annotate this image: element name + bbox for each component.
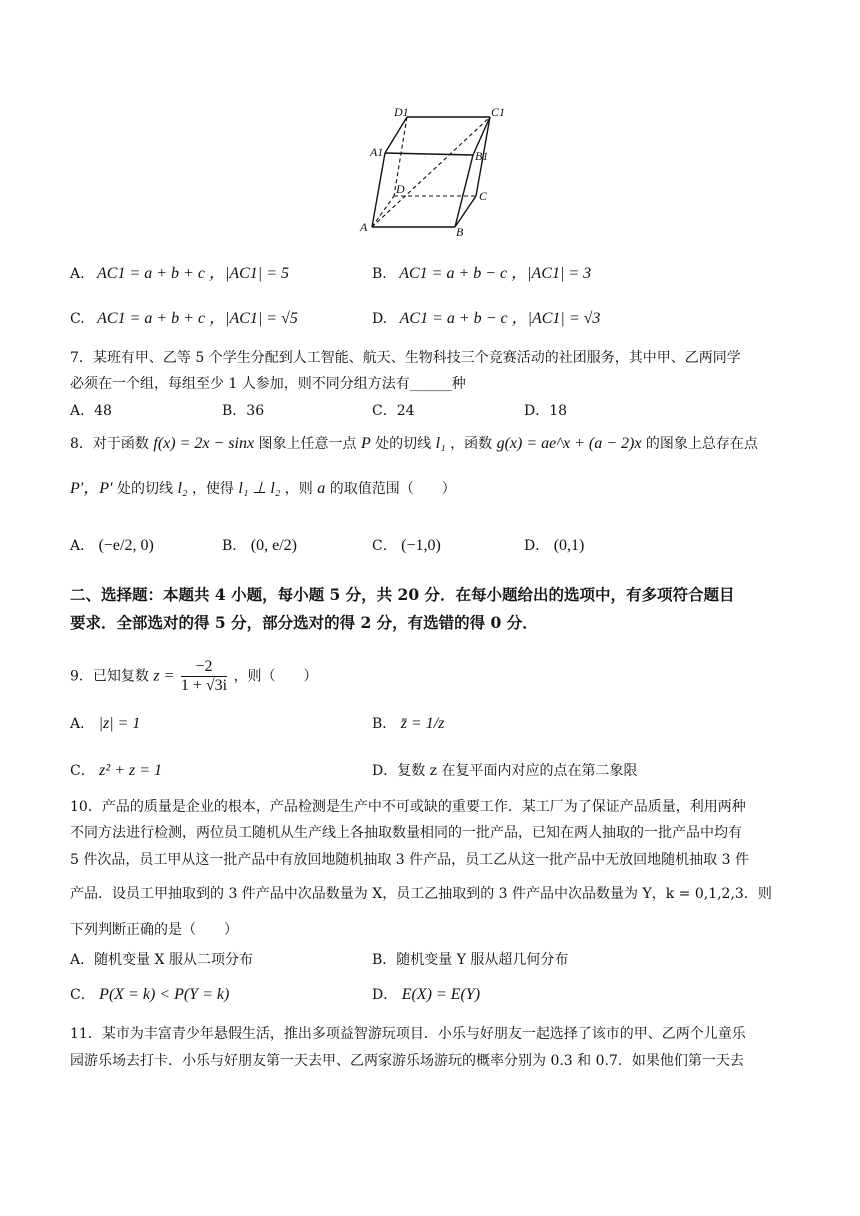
q8-text: ，则	[284, 481, 313, 497]
q10-option-d	[372, 985, 480, 1005]
q8-option-d	[524, 536, 584, 556]
q8-f-expr: f(x) = 2x − sinx	[153, 435, 255, 452]
option-letter: C．	[372, 538, 397, 554]
option-letter: D．	[372, 987, 398, 1003]
q7-option-c: C．24	[372, 403, 415, 419]
q8-perp-expr: l₁ ⊥ l₂	[238, 480, 281, 497]
label-D1: D1	[394, 105, 409, 119]
q8-point-p-prime: P′，P′	[70, 480, 113, 497]
q8-text: 图象上任意一点	[258, 436, 357, 452]
q9-option-b	[372, 714, 444, 734]
q10-line1: 10．产品的质量是企业的根本，产品检测是生产中不可或缺的重要工作．某工厂为了保证产品质量，利用两种	[70, 799, 746, 815]
option-expr: AC1 = a + b + c ，|AC1| = √5	[97, 310, 298, 327]
q6-option-b	[372, 264, 591, 284]
q7-option-b: B．36	[222, 403, 265, 419]
q11-line2: 园游乐场去打卡．小乐与好朋友第一天去甲、乙两家游乐场游玩的概率分别为 0.3 和 0.7．如果他们第一天去	[70, 1053, 744, 1069]
q8-text: ，函数	[450, 436, 493, 452]
q8-option-c	[372, 536, 441, 556]
q10-line2: 不同方法进行检测，两位员工随机从生产线上各抽取数量相同的一批产品，已知在两人抽取的一批产品中均有	[70, 825, 742, 841]
option-letter: A．	[70, 716, 95, 732]
option-expr: (−1,0)	[401, 537, 441, 554]
option-expr: (0, e/2)	[250, 537, 297, 554]
option-expr: z̄ = 1/z	[400, 715, 445, 732]
q8-point-p: P	[360, 435, 371, 452]
q8-stem-line2	[70, 479, 456, 499]
q9-stem	[70, 658, 318, 695]
option-letter: A．	[70, 538, 95, 554]
q6-option-d	[372, 309, 600, 329]
option-expr: (0,1)	[553, 537, 585, 554]
q8-stem-line1	[70, 434, 758, 454]
q9-option-c	[70, 761, 162, 781]
label-C1: C1	[491, 105, 506, 119]
q11-line1: 11．某市为丰富青少年悬假生活，推出多项益智游玩项目．小乐与好朋友一起选择了该市的甲、乙两个儿童乐	[70, 1026, 746, 1042]
q9-option-d: D．复数 z 在复平面内对应的点在第二象限	[372, 763, 638, 779]
q7-stem-line1: 7．某班有甲、乙等 5 个学生分配到人工智能、航天、生物科技三个竞赛活动的社团服务，其中甲、乙两同学	[70, 350, 741, 366]
q8-var-a: a	[317, 480, 326, 497]
option-expr: AC1 = a + b − c ，|AC1| = √3	[399, 310, 601, 327]
option-letter: A.	[70, 266, 85, 282]
q10-option-a: A．随机变量 X 服从二项分布	[70, 952, 253, 968]
option-expr: AC1 = a + b + c ，|AC1| = 5	[97, 265, 289, 282]
q7-option-a: A．48	[70, 403, 112, 419]
q8-text: 处的切线	[117, 481, 174, 497]
q8-l1: l₁	[435, 435, 446, 452]
option-expr: |z| = 1	[98, 715, 141, 732]
q9-text: 9．已知复数	[70, 668, 149, 685]
q9-text: ，则（ ）	[233, 668, 318, 685]
option-letter: B.	[372, 266, 387, 282]
option-letter: B．	[372, 716, 397, 732]
label-B1: B1	[475, 149, 489, 163]
label-A1: A1	[370, 145, 384, 159]
option-expr: z² + z = 1	[99, 762, 163, 779]
option-letter: C．	[70, 987, 95, 1003]
q9-denominator: 1 + √3i	[180, 677, 228, 694]
option-letter: C.	[70, 311, 85, 327]
label-A: A	[360, 220, 368, 234]
q10-option-c	[70, 985, 229, 1005]
q8-g-expr: g(x) = ae^x + (a − 2)x	[496, 435, 642, 452]
q10-line3: 5 件次品，员工甲从这一批产品中有放回地随机抽取 3 件产品，员工乙从这一批产品中无放回地随机抽取 3 件	[70, 852, 749, 868]
option-expr: AC1 = a + b − c ，|AC1| = 3	[399, 265, 592, 282]
q7-option-d: D．18	[524, 403, 568, 419]
q10-option-b: B．随机变量 Y 服从超几何分布	[372, 952, 569, 968]
label-C: C	[479, 189, 488, 203]
q6-option-a	[70, 264, 289, 284]
label-B: B	[456, 225, 464, 239]
option-expr: P(X = k) < P(Y = k)	[99, 986, 230, 1003]
q8-text: 处的切线	[375, 436, 432, 452]
option-letter: B．	[222, 538, 247, 554]
q9-numerator: −2	[181, 658, 227, 677]
option-letter: D.	[372, 311, 388, 327]
section-heading-line1: 二、选择题：本题共 4 小题，每小题 5 分，共 20 分．在每小题给出的选项中，有多项符合题目	[70, 585, 735, 604]
option-expr: (−e/2, 0)	[98, 537, 154, 554]
q10-line4: 产品．设员工甲抽取到的 3 件产品中次品数量为 X，员工乙抽取到的 3 件产品中次品数量为 Y，k = 0,1,2,3．则	[70, 886, 772, 902]
q9-z-eq: z =	[153, 667, 175, 685]
option-letter: D．	[524, 538, 550, 554]
parallelepiped-figure	[350, 100, 520, 240]
q6-option-c	[70, 309, 298, 329]
option-expr: E(X) = E(Y)	[401, 986, 481, 1003]
q8-option-a	[70, 536, 154, 556]
q8-text: 的取值范围（ ）	[329, 481, 456, 497]
q8-l2: l₂	[177, 480, 188, 497]
q9-fraction	[181, 658, 227, 695]
option-letter: C．	[70, 763, 95, 779]
q9-option-a	[70, 714, 140, 734]
q8-option-b	[222, 536, 297, 556]
q8-text: ，使得	[191, 481, 234, 497]
q8-text: 的图象上总存在点	[645, 436, 758, 452]
q10-line5: 下列判断正确的是（ ）	[70, 922, 238, 938]
q7-stem-line2: 必须在一个组，每组至少 1 人参加，则不同分组方法有______种	[70, 376, 466, 392]
q8-text: 8．对于函数	[70, 436, 149, 452]
section-heading-line2: 要求．全部选对的得 5 分，部分选对的得 2 分，有选错的得 0 分．	[70, 613, 538, 632]
label-D: D	[396, 182, 405, 196]
